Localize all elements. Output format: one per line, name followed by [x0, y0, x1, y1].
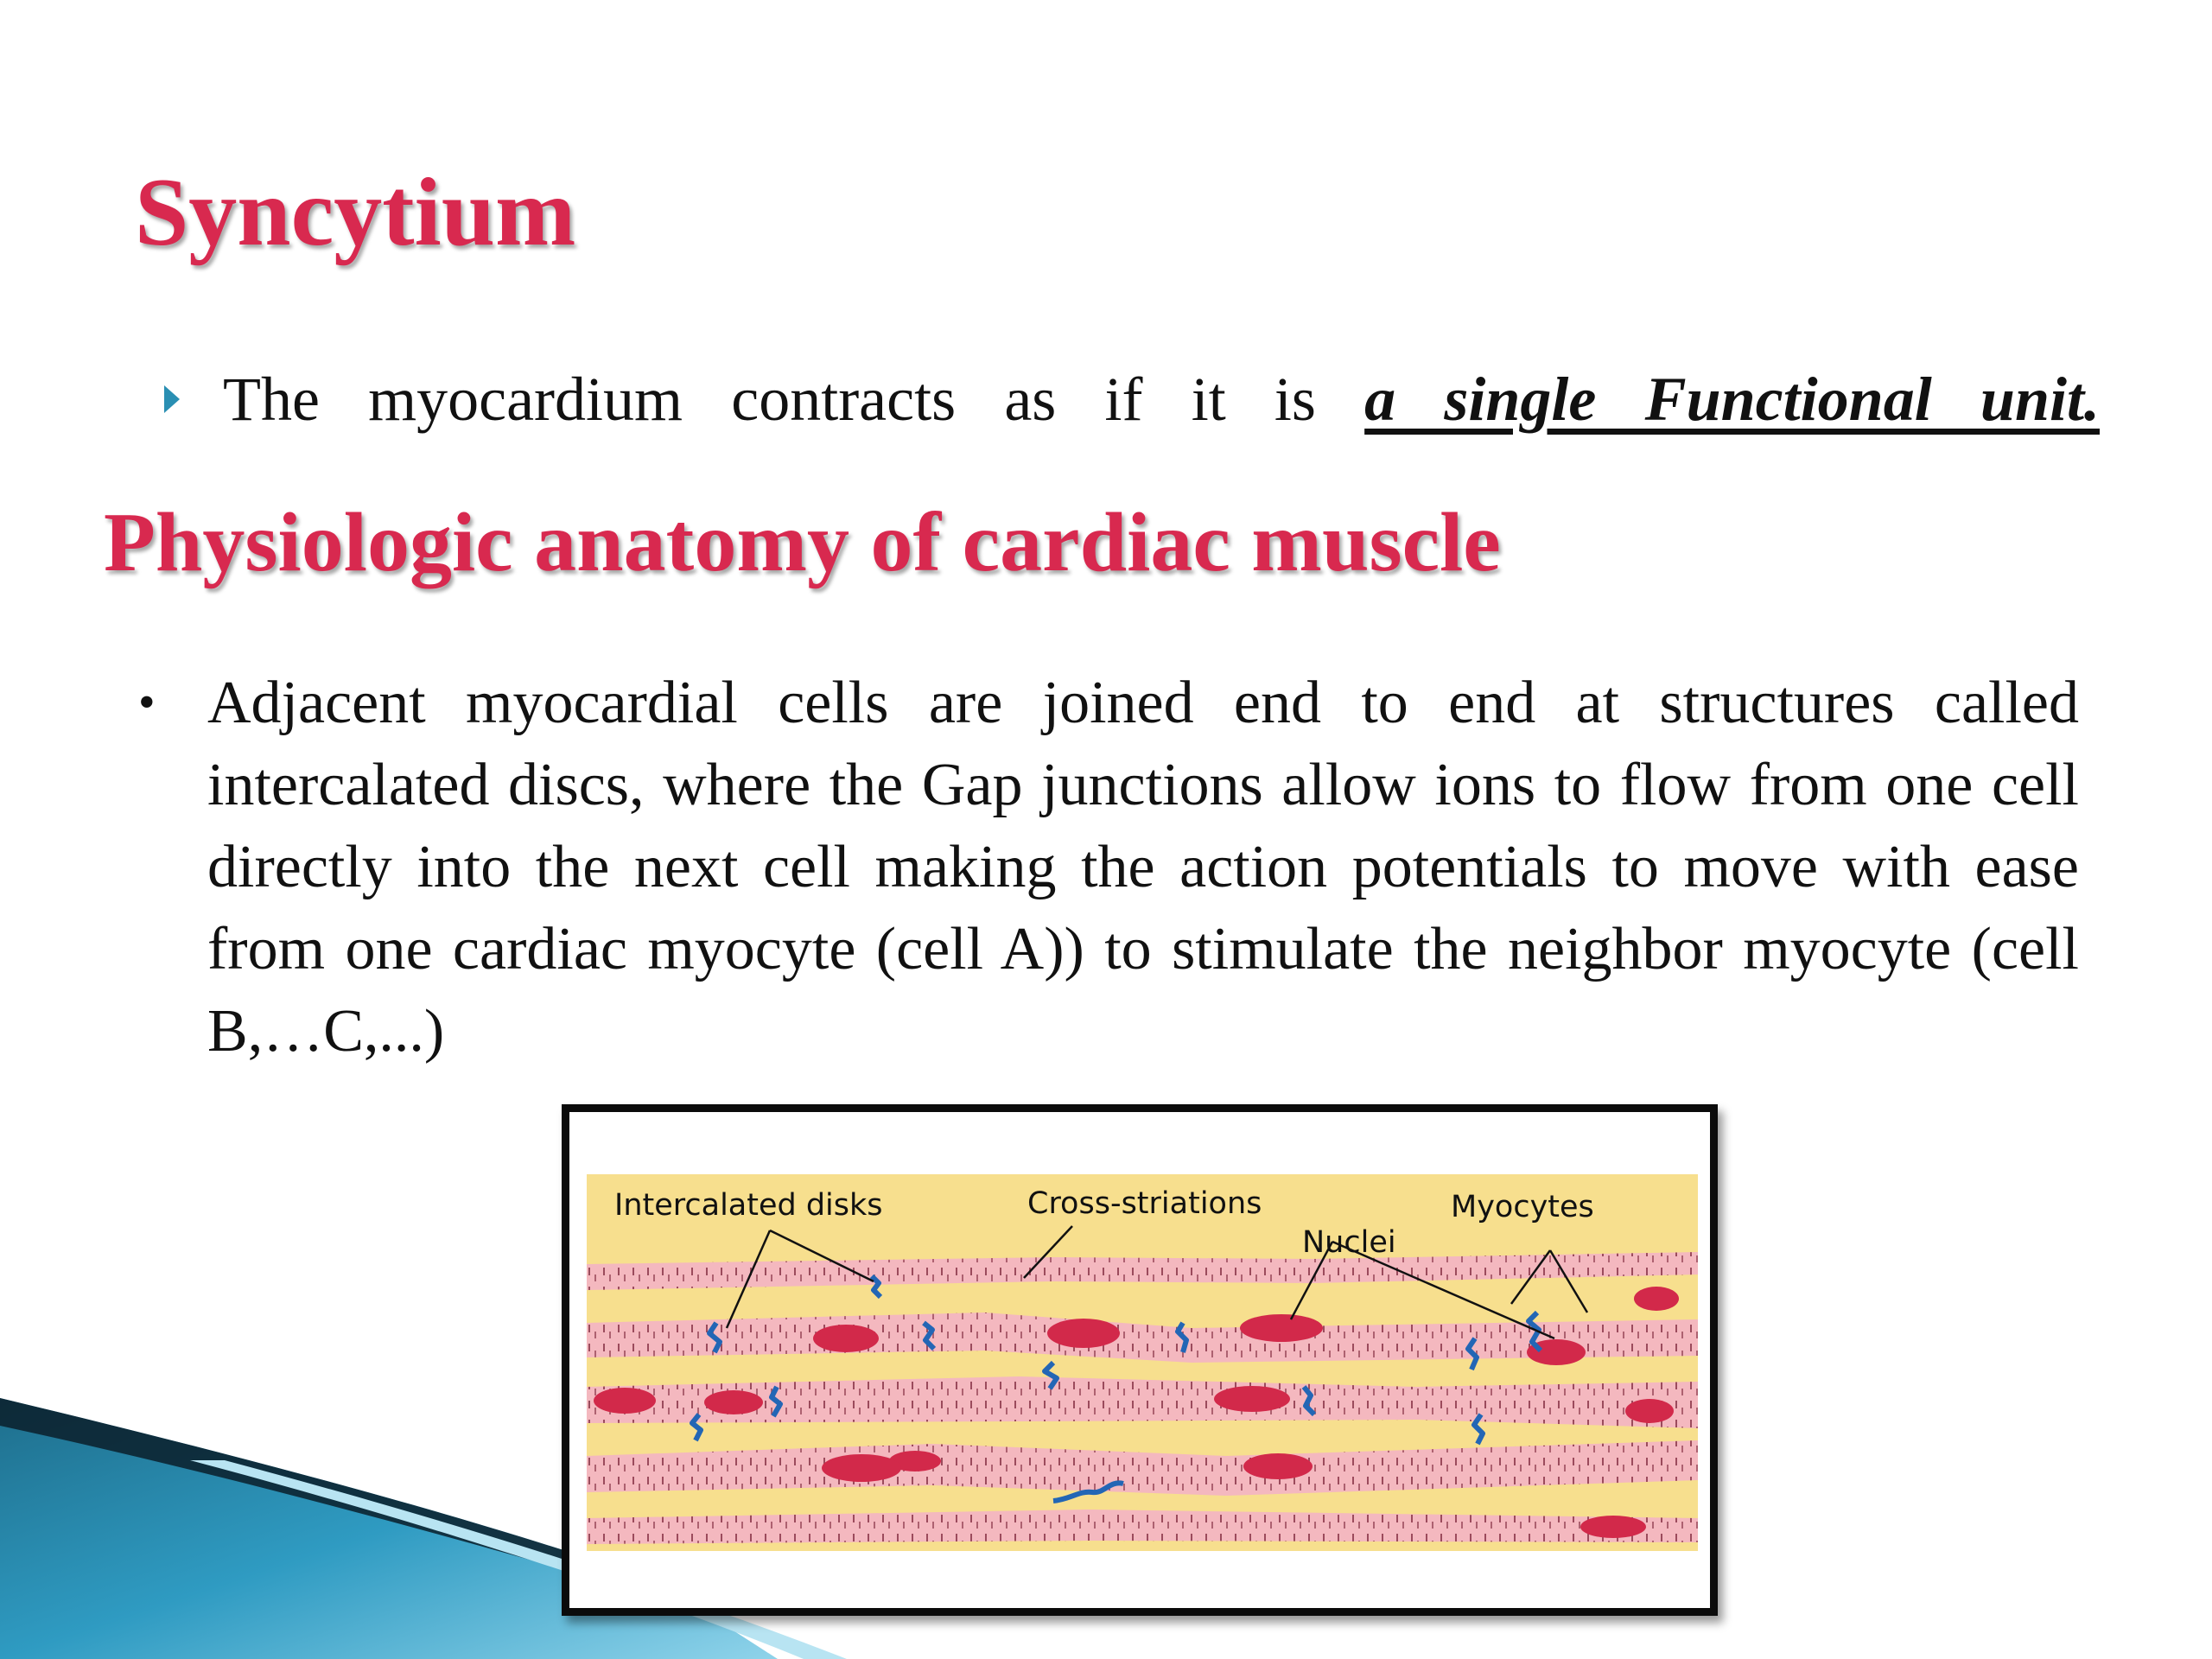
slide-title: Syncytium [135, 159, 576, 266]
bullet-text-1 [223, 361, 2100, 437]
label-cross-striations: Cross-striations [1027, 1186, 1262, 1221]
dot-bullet-icon: • [138, 676, 156, 729]
triangle-bullet-icon [164, 385, 180, 413]
section-heading: Physiologic anatomy of cardiac muscle [104, 496, 1501, 589]
bullet-item-2 [138, 662, 2079, 1072]
label-intercalated-disks: Intercalated disks [614, 1188, 883, 1223]
bullet-text-1-plain: The myocardium contracts as if it is [223, 365, 1365, 434]
label-nuclei: Nuclei [1302, 1225, 1396, 1260]
extracellular-background [587, 1174, 1698, 1551]
bullet-item-1 [164, 361, 2100, 437]
label-myocytes: Myocytes [1451, 1190, 1594, 1224]
bullet-text-1-emphasis: a single Functional unit. [1364, 365, 2100, 434]
bullet-text-2: Adjacent myocardial cells are joined end to end at structures called intercalated discs, where the Gap junctions allow ions to flow from one cell directly into the next cell making the action potentials to move with ease from one cardiac myocyte (cell A)) to stimulate the neighbor myocyte (cell B,…C,...) [207, 670, 2079, 1065]
cardiac-muscle-diagram [562, 1104, 1718, 1616]
